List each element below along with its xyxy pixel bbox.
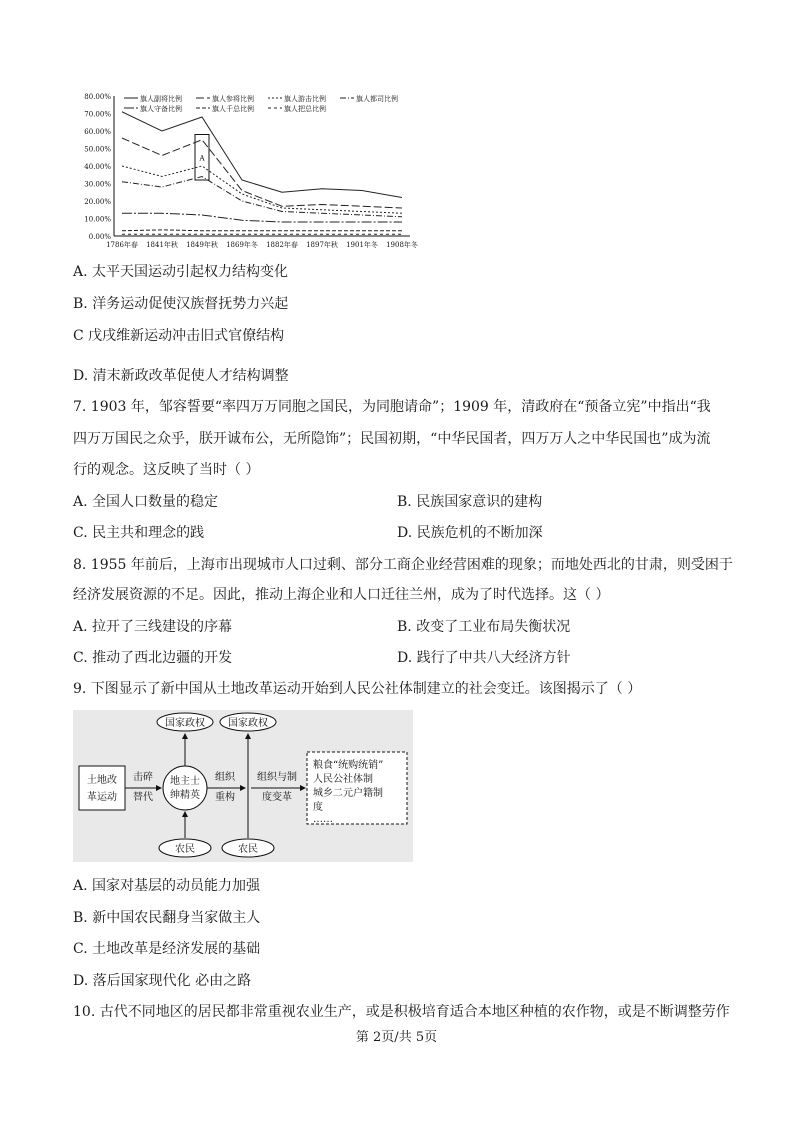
line-chart <box>78 88 418 256</box>
q8-option-d[interactable]: D. 践行了中共八大经济方针 <box>397 650 571 666</box>
legend-label: 旗人参将比例 <box>212 95 254 103</box>
series-line-3 <box>122 166 402 213</box>
land-reform-box <box>79 766 125 810</box>
gentry-circle <box>163 766 207 810</box>
q6-option-b[interactable]: B. 洋务运动促使汉族督抚势力兴起 <box>73 296 289 312</box>
y-tick-label: 50.00% <box>84 145 111 154</box>
peasant-label-1: 农民 <box>175 844 195 855</box>
q7-line-3: 行的观念。这反映了当时（ ） <box>73 462 260 478</box>
q7-line-2: 四万万国民之众乎，朕开诚布公，无所隐饰”；民国初期，“中华民国者，四万万人之中华民国也”成为流 <box>73 431 711 447</box>
q7-option-c[interactable]: C. 民主共和理念的践 <box>73 525 205 541</box>
restructure-label: 重构 <box>215 792 235 803</box>
q6-option-d[interactable]: D. 清末新政改革促使人才结构调整 <box>73 368 289 384</box>
q9-option-a[interactable]: A. 国家对基层的动员能力加强 <box>73 878 261 894</box>
gentry-text-1: 地主士 <box>170 776 200 787</box>
q7-option-b[interactable]: B. 民族国家意识的建构 <box>397 494 543 510</box>
state-label-1: 国家政权 <box>165 718 205 729</box>
officer-ratio-chart <box>78 88 418 256</box>
q9-option-b[interactable]: B. 新中国农民翻身当家做主人 <box>73 910 261 926</box>
q7-option-d[interactable]: D. 民族危机的不断加深 <box>397 525 543 541</box>
institution-label-1: 组织与制 <box>257 772 297 783</box>
y-tick-label: 10.00% <box>84 215 111 224</box>
y-tick-label: 80.00% <box>84 93 111 101</box>
y-tick-label: 20.00% <box>84 198 111 206</box>
legend-label: 旗人都司比例 <box>356 95 398 103</box>
q8-line-2: 经济发展资源的不足。因此，推动上海企业和人口迁往兰州，成为了时代选择。这（ ） <box>73 587 610 603</box>
institution-label-2: 度变革 <box>262 792 292 803</box>
q8-option-a[interactable]: A. 拉开了三线建设的序幕 <box>73 619 233 635</box>
x-tick-label: 1908年冬 <box>386 241 418 249</box>
q6-option-a[interactable]: A. 太平天国运动引起权力结构变化 <box>73 264 289 280</box>
result-line-4: 度 <box>313 802 323 813</box>
legend-label: 旗人游击比例 <box>284 95 326 103</box>
peasant-label-2: 农民 <box>238 844 258 855</box>
y-tick-label: 30.00% <box>84 180 111 189</box>
result-line-2: 人民公社体制 <box>313 774 373 785</box>
q6-option-c[interactable]: C 戊戌维新运动冲击旧式官僚结构 <box>73 328 285 344</box>
x-tick-label: 1897年秋 <box>306 241 338 249</box>
series-line-4 <box>122 177 402 217</box>
y-tick-label: 70.00% <box>84 110 111 119</box>
org-label: 组织 <box>215 772 235 783</box>
replace-label: 替代 <box>133 792 153 803</box>
result-line-1: 粮食“统购统销” <box>313 760 384 771</box>
legend-label: 旗人千总比例 <box>212 105 254 113</box>
y-tick-label: 60.00% <box>84 128 111 136</box>
highlight-box-label: A <box>199 154 205 163</box>
q10-line: 10. 古代不同地区的居民都非常重视农业生产，或是积极培育适合本地区种植的农作物，或是不断调整劳作 <box>73 1004 730 1020</box>
gentry-text-2: 绅精英 <box>170 790 200 801</box>
smash-label: 击碎 <box>133 772 153 783</box>
land-reform-text-2: 革运动 <box>87 792 117 803</box>
result-line-5: …… <box>313 814 333 825</box>
series-line-6 <box>122 230 402 231</box>
q8-line-1: 8. 1955 年前后，上海市出现城市人口过剩、部分工商企业经营困难的现象；而地处西北的甘肃，则受困于 <box>73 557 733 573</box>
series-line-2 <box>122 138 402 208</box>
y-tick-label: 40.00% <box>84 163 111 171</box>
legend-label: 旗人把总比例 <box>284 105 326 113</box>
q9-line: 9. 下图显示了新中国从土地改革运动开始到人民公社体制建立的社会变迁。该图揭示了（ ） <box>73 681 642 697</box>
q8-option-c[interactable]: C. 推动了西北边疆的开发 <box>73 650 233 666</box>
x-tick-label: 1869年冬 <box>226 241 258 249</box>
social-change-diagram <box>73 710 413 862</box>
q9-option-d[interactable]: D. 落后国家现代化 必由之路 <box>73 973 252 989</box>
x-tick-label: 1901年冬 <box>346 241 378 249</box>
x-tick-label: 1841年秋 <box>146 241 178 249</box>
land-reform-text-1: 土地改 <box>87 775 117 786</box>
x-tick-label: 1849年秋 <box>186 241 218 249</box>
x-tick-label: 1786年春 <box>106 241 138 249</box>
page-footer: 第 2页/共 5页 <box>355 1030 438 1045</box>
result-line-3: 城乡二元户籍制 <box>313 788 383 799</box>
y-tick-label: 0.00% <box>88 233 111 241</box>
q9-option-c[interactable]: C. 土地改革是经济发展的基础 <box>73 941 261 957</box>
x-tick-label: 1882年春 <box>266 241 298 249</box>
q8-option-b[interactable]: B. 改变了工业布局失衡状况 <box>397 619 571 635</box>
legend-label: 旗人守备比例 <box>140 105 182 113</box>
state-label-2: 国家政权 <box>228 718 268 729</box>
series-line-5 <box>122 213 402 222</box>
q7-line-1: 7. 1903 年，邹容誓要“率四万万同胞之国民，为同胞请命”；1909 年，清政府在“预备立宪”中指出“我 <box>73 399 711 415</box>
q7-option-a[interactable]: A. 全国人口数量的稳定 <box>73 494 219 510</box>
legend-label: 旗人副将比例 <box>140 95 182 103</box>
